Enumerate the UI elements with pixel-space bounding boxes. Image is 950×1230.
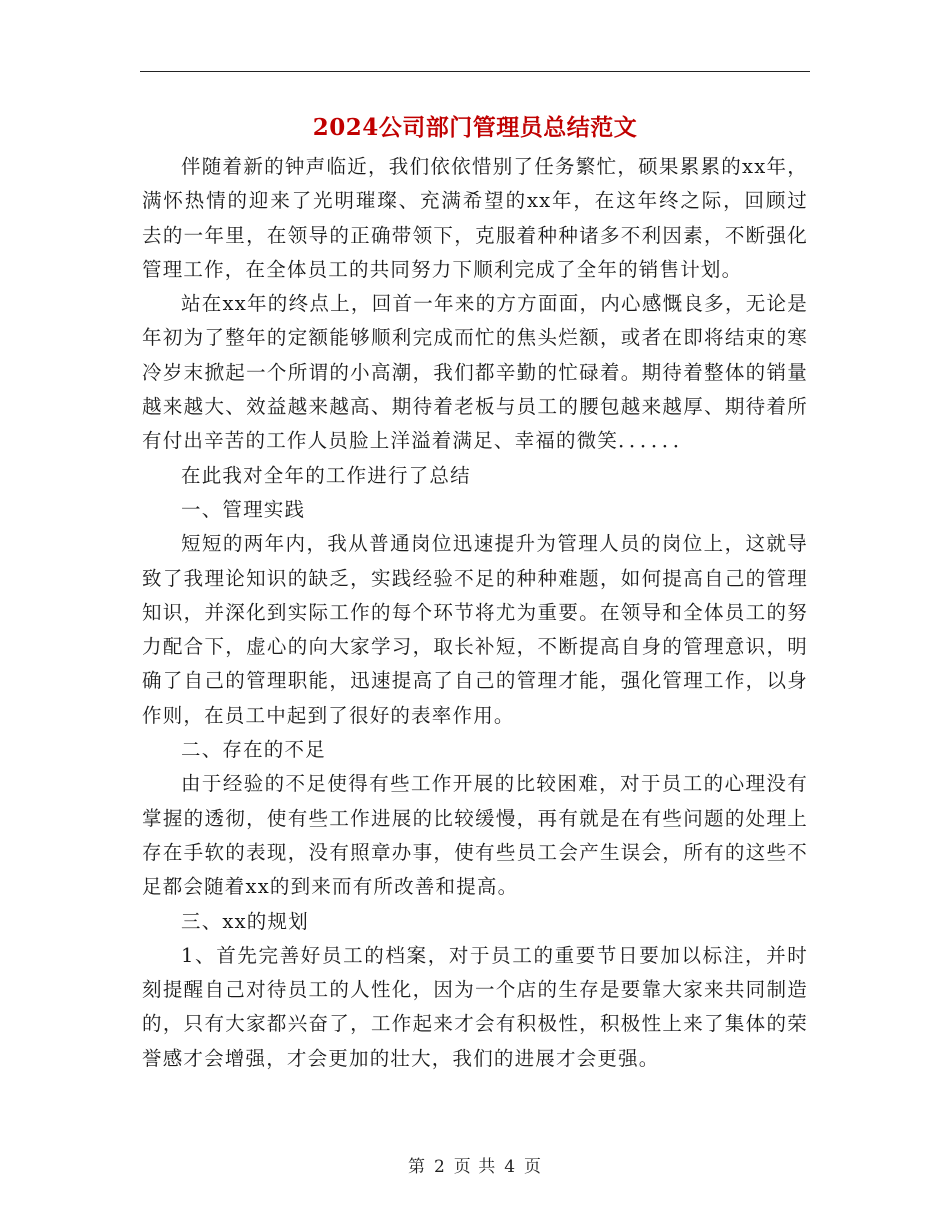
paragraph-shortcomings: 由于经验的不足使得有些工作开展的比较困难，对于员工的心理没有掌握的透彻，使有些工作进展的比较缓慢，再有就是在有些问题的处理上存在手软的表现，没有照章办事，使有些员工会产生误会，所有的这些不足都会随着xx的到来而有所改善和提高。 <box>142 772 808 899</box>
section-heading-plan: 三、xx的规划 <box>181 909 309 933</box>
paragraph-management-practice: 短短的两年内，我从普通岗位迅速提升为管理人员的岗位上，这就导致了我理论知识的缺乏，实践经验不足的种种难题，如何提高自己的管理知识，并深化到实际工作的每个环节将尤为重要。在领导和全体员工的努力配合下，虚心的向大家学习，取长补短，不断提高自身的管理意识，明确了自己的管理职能，迅速提高了自己的管理才能，强化管理工作，以身作则，在员工中起到了很好的表率作用。 <box>142 532 808 727</box>
document-title: 2024公司部门管理员总结范文 <box>312 114 638 141</box>
footer-prefix: 第 <box>407 1157 426 1177</box>
footer-total-pages: 4 <box>504 1157 517 1177</box>
footer-current-page: 2 <box>433 1157 446 1177</box>
footer-mid: 页 共 <box>453 1157 497 1177</box>
paragraph-summary-lead: 在此我对全年的工作进行了总结 <box>181 463 471 487</box>
header-rule <box>140 71 810 72</box>
paragraph-intro: 伴随着新的钟声临近，我们依依惜别了任务繁忙，硕果累累的xx年，满怀热情的迎来了光明璀璨、充满希望的xx年，在这年终之际，回顾过去的一年里，在领导的正确带领下，克服着种种诸多不利因素，不断强化管理工作，在全体员工的共同努力下顺利完成了全年的销售计划。 <box>142 155 808 281</box>
document-body <box>142 150 808 1076</box>
paragraph-plan-item-1: 1、首先完善好员工的档案，对于员工的重要节日要加以标注，并时刻提醒自己对待员工的人性化，因为一个店的生存是要靠大家来共同制造的，只有大家都兴奋了，工作起来才会有积极性，积极性上来了集体的荣誉感才会增强，才会更加的壮大，我们的进展才会更强。 <box>142 943 808 1070</box>
section-heading-management-practice: 一、管理实践 <box>181 497 306 521</box>
section-heading-shortcomings: 二、存在的不足 <box>181 738 326 762</box>
paragraph-reflection: 站在xx年的终点上，回首一年来的方方面面，内心感慨良多，无论是年初为了整年的定额能够顺利完成而忙的焦头烂额，或者在即将结束的寒冷岁末掀起一个所谓的小高潮，我们都辛勤的忙碌着。期待着整体的销量越来越大、效益越来越高、期待着老板与员工的腰包越来越厚、期待着所有付出辛苦的工作人员脸上洋溢着满足、幸福的微笑．．．．．． <box>142 292 808 453</box>
page-footer <box>0 1155 950 1179</box>
footer-suffix: 页 <box>524 1157 543 1177</box>
